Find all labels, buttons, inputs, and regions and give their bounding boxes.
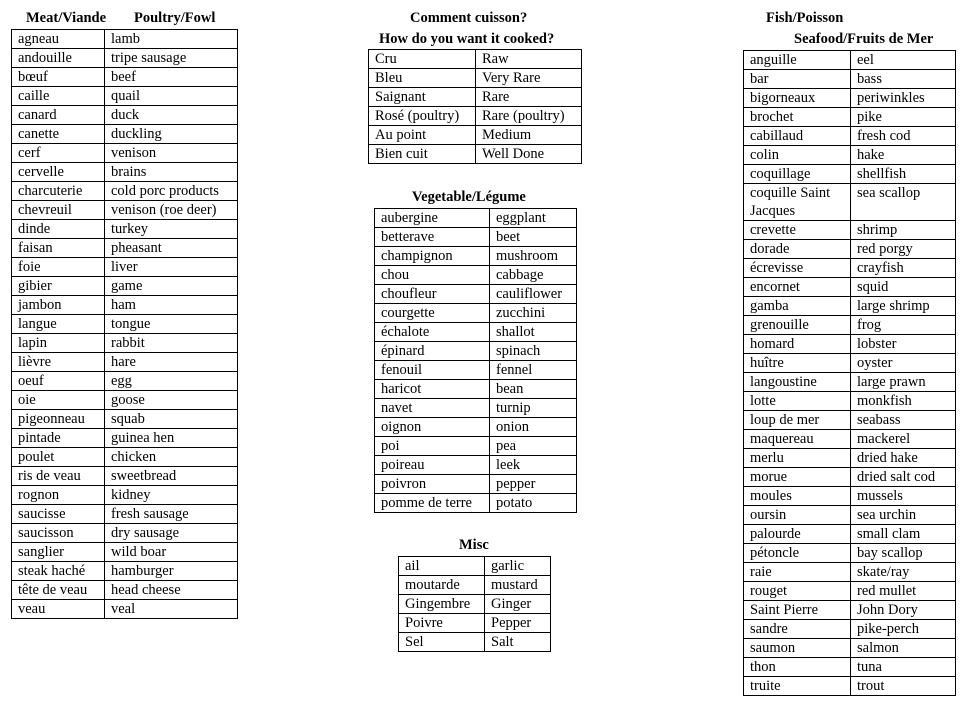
english-term: goose — [105, 391, 238, 410]
english-term: turnip — [490, 399, 577, 418]
table-row — [12, 182, 238, 201]
english-term: sea scallop — [851, 184, 956, 221]
table-row — [12, 258, 238, 277]
table-row — [744, 184, 956, 221]
fish-heading: Fish/Poisson — [766, 10, 844, 26]
table-row — [744, 430, 956, 449]
table-row — [744, 146, 956, 165]
french-term: canette — [12, 125, 105, 144]
table-row — [12, 315, 238, 334]
table-row — [12, 429, 238, 448]
english-term: eggplant — [490, 209, 577, 228]
table-row — [744, 240, 956, 259]
english-term: tuna — [851, 658, 956, 677]
table-row — [375, 475, 577, 494]
english-term: rabbit — [105, 334, 238, 353]
french-term: Cru — [369, 50, 476, 69]
french-term: lotte — [744, 392, 851, 411]
french-term: homard — [744, 335, 851, 354]
french-term: oursin — [744, 506, 851, 525]
table-row — [12, 277, 238, 296]
table-row — [375, 323, 577, 342]
english-term: shallot — [490, 323, 577, 342]
french-term: pétoncle — [744, 544, 851, 563]
cooking-heading-french: Comment cuisson? — [410, 10, 528, 26]
table-row — [744, 449, 956, 468]
english-term: hamburger — [105, 562, 238, 581]
table-row — [375, 380, 577, 399]
table-row — [12, 581, 238, 600]
french-term: dinde — [12, 220, 105, 239]
english-term: Salt — [485, 633, 551, 652]
table-row — [369, 50, 582, 69]
table-row — [399, 557, 551, 576]
french-term: Rosé (poultry) — [369, 107, 476, 126]
table-row — [744, 259, 956, 278]
table-row — [375, 247, 577, 266]
french-term: fenouil — [375, 361, 490, 380]
french-term: pigeonneau — [12, 410, 105, 429]
table-row — [744, 316, 956, 335]
table-row — [744, 411, 956, 430]
english-term: shrimp — [851, 221, 956, 240]
english-term: egg — [105, 372, 238, 391]
french-term: oeuf — [12, 372, 105, 391]
english-term: pepper — [490, 475, 577, 494]
english-term: small clam — [851, 525, 956, 544]
french-term: andouille — [12, 49, 105, 68]
english-term: wild boar — [105, 543, 238, 562]
french-term: anguille — [744, 51, 851, 70]
french-term: gibier — [12, 277, 105, 296]
table-row — [375, 399, 577, 418]
english-term: Medium — [476, 126, 582, 145]
french-term: dorade — [744, 240, 851, 259]
table-row — [375, 342, 577, 361]
french-term: choufleur — [375, 285, 490, 304]
english-term: periwinkles — [851, 89, 956, 108]
table-row — [12, 68, 238, 87]
english-term: squab — [105, 410, 238, 429]
table-row — [12, 524, 238, 543]
table-row — [12, 505, 238, 524]
french-term: morue — [744, 468, 851, 487]
french-term: Saint Pierre — [744, 601, 851, 620]
english-term: tripe sausage — [105, 49, 238, 68]
english-term: potato — [490, 494, 577, 513]
english-term: duckling — [105, 125, 238, 144]
french-term: charcuterie — [12, 182, 105, 201]
english-term: tongue — [105, 315, 238, 334]
table-row — [399, 576, 551, 595]
table-row — [744, 392, 956, 411]
english-term: oyster — [851, 354, 956, 373]
table-row — [744, 127, 956, 146]
french-term: foie — [12, 258, 105, 277]
table-row — [12, 201, 238, 220]
french-term: poireau — [375, 456, 490, 475]
french-term: courgette — [375, 304, 490, 323]
english-term: shellfish — [851, 165, 956, 184]
english-term: zucchini — [490, 304, 577, 323]
english-term: fresh sausage — [105, 505, 238, 524]
french-term: saumon — [744, 639, 851, 658]
french-term: haricot — [375, 380, 490, 399]
french-term: grenouille — [744, 316, 851, 335]
table-row — [744, 354, 956, 373]
misc-table — [398, 556, 551, 652]
table-row — [744, 639, 956, 658]
english-term: John Dory — [851, 601, 956, 620]
french-term: thon — [744, 658, 851, 677]
french-term: saucisse — [12, 505, 105, 524]
english-term: beef — [105, 68, 238, 87]
table-row — [744, 108, 956, 127]
table-row — [12, 296, 238, 315]
table-row — [12, 125, 238, 144]
french-term: échalote — [375, 323, 490, 342]
french-term: langoustine — [744, 373, 851, 392]
french-term: moules — [744, 487, 851, 506]
french-term: truite — [744, 677, 851, 696]
english-term: mustard — [485, 576, 551, 595]
table-row — [744, 278, 956, 297]
french-term: lièvre — [12, 353, 105, 372]
english-term: quail — [105, 87, 238, 106]
table-row — [12, 144, 238, 163]
english-term: cold porc products — [105, 182, 238, 201]
french-term: sandre — [744, 620, 851, 639]
english-term: Very Rare — [476, 69, 582, 88]
english-term: duck — [105, 106, 238, 125]
french-term: canard — [12, 106, 105, 125]
english-term: veal — [105, 600, 238, 619]
french-term: oie — [12, 391, 105, 410]
cooking-table — [368, 49, 582, 164]
french-term: ris de veau — [12, 467, 105, 486]
french-term: bar — [744, 70, 851, 89]
english-term: pike-perch — [851, 620, 956, 639]
english-term: lobster — [851, 335, 956, 354]
french-term: merlu — [744, 449, 851, 468]
misc-heading: Misc — [459, 537, 489, 553]
table-row — [375, 456, 577, 475]
english-term: trout — [851, 677, 956, 696]
table-row — [12, 334, 238, 353]
french-term: bigorneaux — [744, 89, 851, 108]
english-term: red porgy — [851, 240, 956, 259]
french-term: poulet — [12, 448, 105, 467]
table-row — [12, 87, 238, 106]
table-row — [12, 448, 238, 467]
french-term: pintade — [12, 429, 105, 448]
french-term: Poivre — [399, 614, 485, 633]
english-term: Raw — [476, 50, 582, 69]
table-row — [12, 220, 238, 239]
english-term: eel — [851, 51, 956, 70]
french-term: betterave — [375, 228, 490, 247]
table-row — [744, 89, 956, 108]
english-term: cauliflower — [490, 285, 577, 304]
table-row — [399, 633, 551, 652]
english-term: kidney — [105, 486, 238, 505]
table-row — [375, 494, 577, 513]
english-term: beet — [490, 228, 577, 247]
english-term: dried salt cod — [851, 468, 956, 487]
french-term: chou — [375, 266, 490, 285]
french-term: huître — [744, 354, 851, 373]
french-term: maquereau — [744, 430, 851, 449]
english-term: dried hake — [851, 449, 956, 468]
english-term: squid — [851, 278, 956, 297]
english-term: Well Done — [476, 145, 582, 164]
table-row — [369, 126, 582, 145]
table-row — [744, 51, 956, 70]
table-row — [12, 30, 238, 49]
french-term: aubergine — [375, 209, 490, 228]
table-row — [744, 373, 956, 392]
table-row — [744, 70, 956, 89]
english-term: chicken — [105, 448, 238, 467]
french-term: chevreuil — [12, 201, 105, 220]
english-term: pea — [490, 437, 577, 456]
table-row — [12, 372, 238, 391]
french-term: langue — [12, 315, 105, 334]
english-term: mussels — [851, 487, 956, 506]
english-term: large shrimp — [851, 297, 956, 316]
table-row — [744, 165, 956, 184]
table-row — [744, 582, 956, 601]
english-term: onion — [490, 418, 577, 437]
table-row — [744, 487, 956, 506]
english-term: sweetbread — [105, 467, 238, 486]
table-row — [375, 437, 577, 456]
french-term: navet — [375, 399, 490, 418]
english-term: dry sausage — [105, 524, 238, 543]
table-row — [12, 562, 238, 581]
french-term: rouget — [744, 582, 851, 601]
table-row — [12, 239, 238, 258]
table-row — [744, 335, 956, 354]
french-term: faisan — [12, 239, 105, 258]
table-row — [744, 506, 956, 525]
french-term: colin — [744, 146, 851, 165]
english-term: fennel — [490, 361, 577, 380]
french-term: épinard — [375, 342, 490, 361]
french-term: rognon — [12, 486, 105, 505]
seafood-heading: Seafood/Fruits de Mer — [794, 31, 934, 47]
table-row — [375, 266, 577, 285]
french-term: Saignant — [369, 88, 476, 107]
table-row — [12, 353, 238, 372]
table-row — [375, 209, 577, 228]
table-row — [744, 221, 956, 240]
english-term: venison (roe deer) — [105, 201, 238, 220]
english-term: guinea hen — [105, 429, 238, 448]
english-term: salmon — [851, 639, 956, 658]
table-row — [12, 391, 238, 410]
table-row — [12, 467, 238, 486]
english-term: spinach — [490, 342, 577, 361]
english-term: crayfish — [851, 259, 956, 278]
french-term: raie — [744, 563, 851, 582]
table-row — [375, 304, 577, 323]
french-term: veau — [12, 600, 105, 619]
french-term: Au point — [369, 126, 476, 145]
table-row — [399, 614, 551, 633]
meat-heading: Meat/Viande — [26, 10, 107, 26]
french-term: Bleu — [369, 69, 476, 88]
table-row — [12, 49, 238, 68]
french-term: saucisson — [12, 524, 105, 543]
table-row — [744, 677, 956, 696]
french-term: caille — [12, 87, 105, 106]
english-term: seabass — [851, 411, 956, 430]
english-term: hare — [105, 353, 238, 372]
cooking-heading-english: How do you want it cooked? — [379, 31, 555, 47]
french-term: oignon — [375, 418, 490, 437]
table-row — [12, 486, 238, 505]
table-row — [744, 563, 956, 582]
french-term: coquille Saint Jacques — [744, 184, 851, 221]
english-term: bean — [490, 380, 577, 399]
english-term: game — [105, 277, 238, 296]
english-term: brains — [105, 163, 238, 182]
table-row — [369, 69, 582, 88]
french-term: poi — [375, 437, 490, 456]
table-row — [375, 285, 577, 304]
english-term: turkey — [105, 220, 238, 239]
english-term: skate/ray — [851, 563, 956, 582]
english-term: hake — [851, 146, 956, 165]
english-term: sea urchin — [851, 506, 956, 525]
french-term: pomme de terre — [375, 494, 490, 513]
vegetable-table — [374, 208, 577, 513]
table-row — [12, 163, 238, 182]
meat-table — [11, 29, 238, 619]
table-row — [369, 88, 582, 107]
table-row — [399, 595, 551, 614]
english-term: garlic — [485, 557, 551, 576]
french-term: palourde — [744, 525, 851, 544]
french-term: cabillaud — [744, 127, 851, 146]
table-row — [744, 544, 956, 563]
french-term: encornet — [744, 278, 851, 297]
french-term: champignon — [375, 247, 490, 266]
table-row — [12, 106, 238, 125]
table-row — [375, 361, 577, 380]
english-term: Rare (poultry) — [476, 107, 582, 126]
french-term: loup de mer — [744, 411, 851, 430]
french-term: crevette — [744, 221, 851, 240]
french-term: brochet — [744, 108, 851, 127]
english-term: head cheese — [105, 581, 238, 600]
french-term: steak haché — [12, 562, 105, 581]
english-term: mushroom — [490, 247, 577, 266]
english-term: bass — [851, 70, 956, 89]
french-term: Bien cuit — [369, 145, 476, 164]
english-term: red mullet — [851, 582, 956, 601]
table-row — [375, 228, 577, 247]
table-row — [12, 410, 238, 429]
english-term: frog — [851, 316, 956, 335]
english-term: pheasant — [105, 239, 238, 258]
french-term: moutarde — [399, 576, 485, 595]
table-row — [744, 297, 956, 316]
english-term: pike — [851, 108, 956, 127]
table-row — [369, 145, 582, 164]
english-term: Pepper — [485, 614, 551, 633]
french-term: tête de veau — [12, 581, 105, 600]
english-term: lamb — [105, 30, 238, 49]
french-term: cerf — [12, 144, 105, 163]
english-term: Rare — [476, 88, 582, 107]
french-term: poivron — [375, 475, 490, 494]
table-row — [744, 525, 956, 544]
table-row — [369, 107, 582, 126]
english-term: leek — [490, 456, 577, 475]
english-term: Ginger — [485, 595, 551, 614]
english-term: ham — [105, 296, 238, 315]
table-row — [744, 620, 956, 639]
table-row — [12, 543, 238, 562]
french-term: cervelle — [12, 163, 105, 182]
french-term: écrevisse — [744, 259, 851, 278]
english-term: fresh cod — [851, 127, 956, 146]
table-row — [744, 601, 956, 620]
english-term: bay scallop — [851, 544, 956, 563]
french-term: Gingembre — [399, 595, 485, 614]
french-term: bœuf — [12, 68, 105, 87]
table-row — [375, 418, 577, 437]
english-term: liver — [105, 258, 238, 277]
table-row — [12, 600, 238, 619]
fish-table — [743, 50, 956, 696]
english-term: venison — [105, 144, 238, 163]
french-term: jambon — [12, 296, 105, 315]
english-term: mackerel — [851, 430, 956, 449]
french-term: coquillage — [744, 165, 851, 184]
french-term: Sel — [399, 633, 485, 652]
table-row — [744, 658, 956, 677]
english-term: large prawn — [851, 373, 956, 392]
vegetable-heading: Vegetable/Légume — [412, 189, 526, 205]
french-term: lapin — [12, 334, 105, 353]
french-term: gamba — [744, 297, 851, 316]
french-term: agneau — [12, 30, 105, 49]
english-term: cabbage — [490, 266, 577, 285]
english-term: monkfish — [851, 392, 956, 411]
poultry-heading: Poultry/Fowl — [134, 10, 216, 26]
french-term: sanglier — [12, 543, 105, 562]
table-row — [744, 468, 956, 487]
french-term: ail — [399, 557, 485, 576]
